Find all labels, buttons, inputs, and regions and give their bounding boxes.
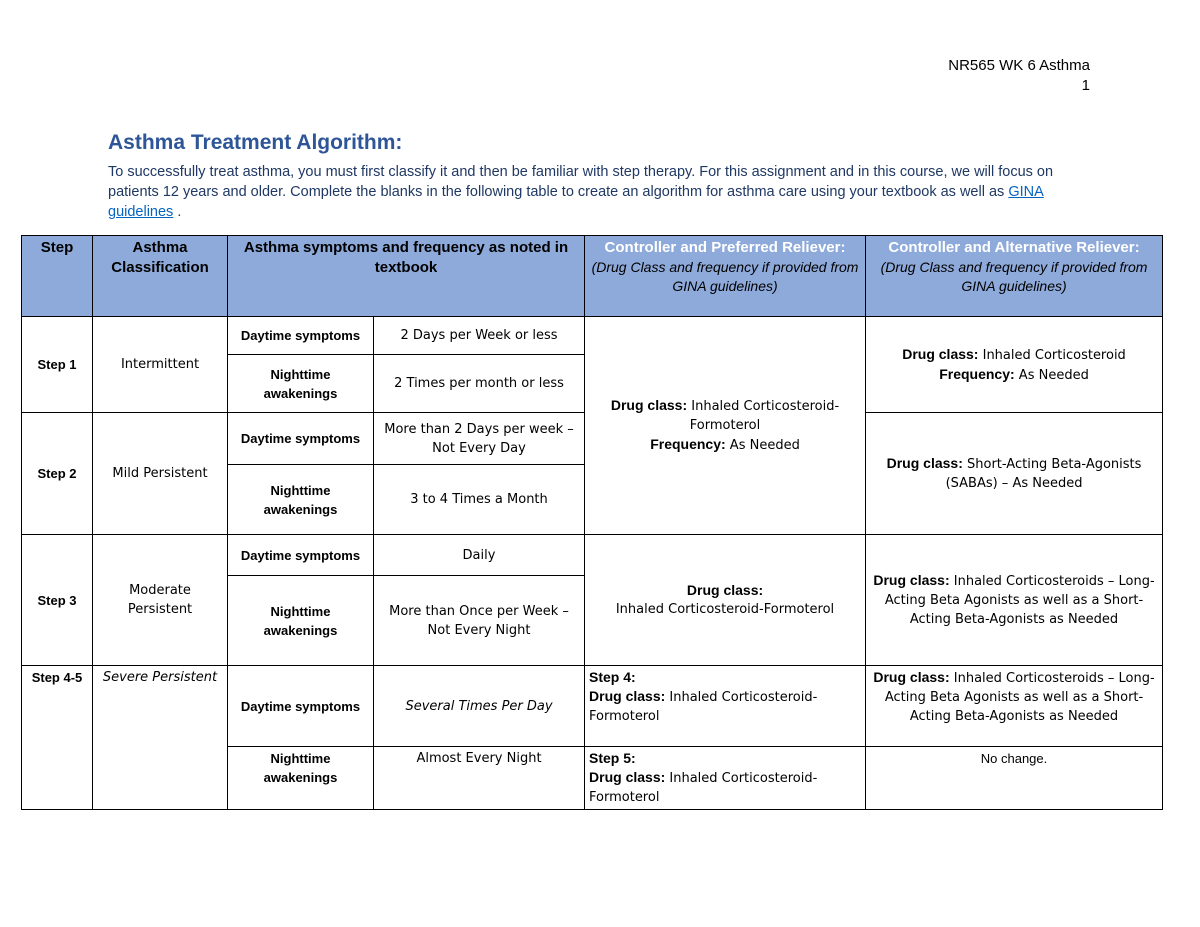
nighttime-label: Nighttime awakenings [228, 355, 374, 413]
drug-class-label: Drug class: [686, 582, 764, 598]
daytime-label: Daytime symptoms [228, 413, 374, 465]
drug-class-label: Drug class: [610, 397, 688, 413]
step-4-5-nighttime-frequency: Almost Every Night [374, 747, 585, 810]
step-1-2-preferred-cell [585, 317, 866, 535]
step-5-label: Step 5: [589, 750, 636, 766]
intro-paragraph [108, 162, 1098, 222]
step-4-5-label: Step 4-5 [22, 666, 93, 810]
step-4-alternative-cell [866, 666, 1163, 747]
step-1-classification: Intermittent [93, 317, 228, 413]
step-3-daytime-frequency: Daily [374, 535, 585, 576]
step-1-alternative-cell [866, 317, 1163, 413]
header-preferred [585, 236, 866, 317]
step-2-alternative-cell [866, 413, 1163, 535]
step-4-5-daytime-frequency: Several Times Per Day [374, 666, 585, 747]
header-classification: Asthma Classification [93, 236, 228, 317]
table-row [22, 317, 1163, 355]
header-alternative-title: Controller and Alternative Reliever: [888, 239, 1140, 256]
step-1-preferred-drug: Inhaled Corticosteroid-Formoterol [689, 399, 840, 433]
step-4-preferred-cell [585, 666, 866, 747]
drug-class-label: Drug class: [886, 455, 963, 471]
gina-guidelines-link[interactable]: GINA guidelines [108, 184, 1044, 220]
intro-text-end: . [173, 204, 182, 220]
step-5-alternative: No change. [866, 747, 1163, 810]
step-1-label: Step 1 [22, 317, 93, 413]
step-3-nighttime-frequency: More than Once per Week – Not Every Night [374, 576, 585, 666]
step-1-daytime-frequency: 2 Days per Week or less [374, 317, 585, 355]
step-1-alternative-frequency: As Needed [1018, 367, 1089, 383]
step-1-alternative-drug: Inhaled Corticosteroid [982, 347, 1126, 363]
drug-class-label: Drug class: [902, 345, 979, 362]
frequency-label: Frequency: [939, 365, 1015, 382]
running-head-title: NR565 WK 6 Asthma [948, 57, 1090, 74]
daytime-label: Daytime symptoms [228, 666, 374, 747]
intro-text: To successfully treat asthma, you must first classify it and then be familiar with step therapy. For this assignment and in this course, we will focus on patients 12 years and older. Complete the blanks in the following table to create an algorithm for asthma care using your textbook as well as [108, 164, 1054, 200]
page-number: 1 [1081, 77, 1090, 94]
asthma-algorithm-table [21, 235, 1163, 810]
nighttime-label: Nighttime awakenings [228, 747, 374, 810]
step-3-classification: Moderate Persistent [93, 535, 228, 666]
step-3-alternative-cell [866, 535, 1163, 666]
step-5-preferred-cell [585, 747, 866, 810]
nighttime-label: Nighttime awakenings [228, 465, 374, 535]
step-3-alternative-drug: Inhaled Corticosteroids – Long-Acting Beta Agonists as well as a Short-Acting Beta-Agonists as Needed [884, 574, 1155, 627]
table-row [22, 666, 1163, 747]
header-alternative [866, 236, 1163, 317]
drug-class-label: Drug class: [589, 769, 666, 785]
step-4-preferred-drug: Inhaled Corticosteroid-Formoterol [589, 690, 818, 724]
step-2-daytime-frequency: More than 2 Days per week – Not Every Day [374, 413, 585, 465]
step-3-preferred-drug: Inhaled Corticosteroid-Formoterol [615, 602, 835, 617]
step-1-preferred-frequency: As Needed [729, 438, 800, 453]
step-3-preferred-cell [585, 535, 866, 666]
header-step: Step [22, 236, 93, 317]
step-3-label: Step 3 [22, 535, 93, 666]
step-2-label: Step 2 [22, 413, 93, 535]
header-symptoms: Asthma symptoms and frequency as noted in textbook [228, 236, 585, 317]
running-head [948, 56, 1090, 96]
drug-class-label: Drug class: [589, 688, 666, 704]
header-alternative-note: (Drug Class and frequency if provided from GINA guidelines) [880, 259, 1148, 294]
header-preferred-note: (Drug Class and frequency if provided from GINA guidelines) [591, 259, 859, 294]
step-1-nighttime-frequency: 2 Times per month or less [374, 355, 585, 413]
step-2-alternative-drug: Short-Acting Beta-Agonists (SABAs) – As Needed [945, 457, 1142, 491]
drug-class-label: Drug class: [873, 572, 950, 588]
step-2-classification: Mild Persistent [93, 413, 228, 535]
table-header-row [22, 236, 1163, 317]
nighttime-label: Nighttime awakenings [228, 576, 374, 666]
step-5-preferred-drug: Inhaled Corticosteroid-Formoterol [589, 771, 818, 805]
frequency-label: Frequency: [650, 436, 726, 452]
step-4-alternative-drug: Inhaled Corticosteroids – Long-Acting Beta Agonists as well as a Short-Acting Beta-Agonists as Needed [884, 671, 1155, 724]
drug-class-label: Drug class: [873, 669, 950, 685]
daytime-label: Daytime symptoms [228, 317, 374, 355]
page-title: Asthma Treatment Algorithm: [108, 131, 403, 154]
step-4-5-classification: Severe Persistent [93, 666, 228, 810]
table-row [22, 535, 1163, 576]
step-2-nighttime-frequency: 3 to 4 Times a Month [374, 465, 585, 535]
step-4-label: Step 4: [589, 669, 636, 685]
daytime-label: Daytime symptoms [228, 535, 374, 576]
header-preferred-title: Controller and Preferred Reliever: [604, 239, 846, 256]
